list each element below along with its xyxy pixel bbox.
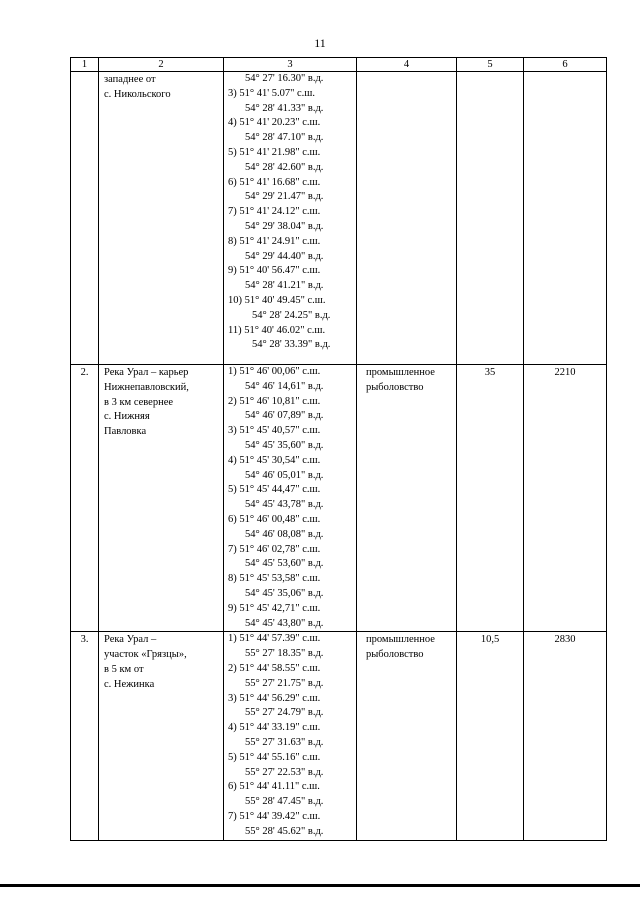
latitude-line: 5) 51° 45' 44,47" с.ш. xyxy=(228,484,321,496)
column-number-2: 2 xyxy=(99,58,224,72)
location-line: Павловка xyxy=(104,426,147,438)
latitude-line: 1) 51° 44' 57.39" с.ш. xyxy=(228,633,321,645)
longitude-line: 55° 27' 18.35" в.д. xyxy=(245,648,324,660)
latitude-line: 4) 51° 45' 30,54" с.ш. xyxy=(228,454,321,466)
usage-type-cell xyxy=(357,365,457,632)
latitude-line: 7) 51° 46' 02,78" с.ш. xyxy=(228,543,321,555)
location-line: Река Урал – xyxy=(104,634,157,646)
table-row xyxy=(71,365,607,632)
table-header-row xyxy=(71,58,607,72)
latitude-line: 8) 51° 45' 53,58" с.ш. xyxy=(228,573,321,585)
location-line: в 5 км от xyxy=(104,663,144,675)
longitude-line: 54° 45' 35,60" в.д. xyxy=(245,439,324,451)
coordinates-cell xyxy=(224,365,357,632)
location-cell xyxy=(99,365,224,632)
longitude-line: 55° 28' 47.45" в.д. xyxy=(245,796,324,808)
column-number-6: 6 xyxy=(524,58,607,72)
usage-type-cell xyxy=(357,632,457,840)
location-line: с. Нижняя xyxy=(104,411,150,423)
usage-type-line: рыболовство xyxy=(366,381,424,393)
latitude-line: 7) 51° 41' 24.12" с.ш. xyxy=(228,206,321,218)
longitude-line: 54° 28' 47.10" в.д. xyxy=(245,132,324,144)
longitude-line: 54° 28' 24.25" в.д. xyxy=(252,309,331,321)
longitude-line: 54° 27' 16.30" в.д. xyxy=(245,73,324,84)
longitude-line: 55° 28' 45.62" в.д. xyxy=(245,825,324,837)
table-row xyxy=(71,632,607,840)
table-row xyxy=(71,72,607,365)
longitude-line: 55° 27' 31.63" в.д. xyxy=(245,736,324,748)
latitude-line: 3) 51° 41' 5.07" с.ш. xyxy=(228,87,315,99)
page-number: 11 xyxy=(314,36,326,50)
row-number-cell xyxy=(71,72,99,365)
longitude-line: 54° 45' 43,80" в.д. xyxy=(245,617,324,629)
latitude-line: 6) 51° 41' 16.68" с.ш. xyxy=(228,176,321,188)
usage-type-line: промышленное xyxy=(366,634,435,646)
location-line: западнее от xyxy=(104,74,156,85)
longitude-line: 54° 46' 14,61" в.д. xyxy=(245,380,324,392)
latitude-line: 7) 51° 44' 39.42" с.ш. xyxy=(228,810,321,822)
latitude-line: 4) 51° 41' 20.23" с.ш. xyxy=(228,117,321,129)
location-line: участок «Грязцы», xyxy=(104,649,187,661)
latitude-line: 9) 51° 40' 56.47" с.ш. xyxy=(228,265,321,277)
latitude-line: 5) 51° 41' 21.98" с.ш. xyxy=(228,146,321,158)
usage-type-cell xyxy=(357,72,457,365)
location-cell xyxy=(99,632,224,840)
latitude-line: 2) 51° 44' 58.55" с.ш. xyxy=(228,662,321,674)
longitude-line: 54° 28' 41.33" в.д. xyxy=(245,102,324,114)
coordinates-cell xyxy=(224,632,357,840)
coordinates-cell xyxy=(224,72,357,365)
column-6-value: 2830 xyxy=(524,632,607,840)
latitude-line: 4) 51° 44' 33.19" с.ш. xyxy=(228,722,321,734)
latitude-line: 6) 51° 46' 00,48" с.ш. xyxy=(228,513,321,525)
latitude-line: 3) 51° 45' 40,57" с.ш. xyxy=(228,425,321,437)
longitude-line: 55° 27' 22.53" в.д. xyxy=(245,766,324,778)
latitude-line: 8) 51° 41' 24.91" с.ш. xyxy=(228,235,321,247)
latitude-line: 1) 51° 46' 00,06" с.ш. xyxy=(228,366,321,377)
latitude-line: 10) 51° 40' 49.45" с.ш. xyxy=(228,294,326,306)
column-number-1: 1 xyxy=(71,58,99,72)
longitude-line: 54° 46' 08,08" в.д. xyxy=(245,528,324,540)
water-plots-table xyxy=(70,57,607,841)
location-line: с. Никольского xyxy=(104,88,171,100)
usage-type-line: промышленное xyxy=(366,367,435,378)
usage-type-line: рыболовство xyxy=(366,649,424,661)
latitude-line: 6) 51° 44' 41.11" с.ш. xyxy=(228,781,320,793)
location-cell xyxy=(99,72,224,365)
longitude-line: 54° 28' 42.60" в.д. xyxy=(245,161,324,173)
latitude-line: 11) 51° 40' 46.02" с.ш. xyxy=(228,324,326,336)
row-number-cell: 2. xyxy=(71,365,99,632)
row-number-cell: 3. xyxy=(71,632,99,840)
latitude-line: 2) 51° 46' 10,81" с.ш. xyxy=(228,395,321,407)
longitude-line: 54° 29' 38.04" в.д. xyxy=(245,220,324,232)
longitude-line: 54° 45' 53,60" в.д. xyxy=(245,558,324,570)
longitude-line: 54° 46' 07,89" в.д. xyxy=(245,410,324,422)
location-line: Река Урал – карьер xyxy=(104,367,189,378)
longitude-line: 54° 29' 21.47" в.д. xyxy=(245,191,324,203)
footer-rule xyxy=(0,884,640,887)
column-5-value: 35 xyxy=(457,365,524,632)
location-line: Нижнепавловский, xyxy=(104,381,189,393)
latitude-line: 5) 51° 44' 55.16" с.ш. xyxy=(228,751,321,763)
longitude-line: 54° 29' 44.40" в.д. xyxy=(245,250,324,262)
column-number-4: 4 xyxy=(357,58,457,72)
latitude-line: 3) 51° 44' 56.29" с.ш. xyxy=(228,692,321,704)
column-5-value xyxy=(457,72,524,365)
column-6-value xyxy=(524,72,607,365)
column-5-value: 10,5 xyxy=(457,632,524,840)
column-6-value: 2210 xyxy=(524,365,607,632)
latitude-line: 9) 51° 45' 42,71" с.ш. xyxy=(228,602,321,614)
location-line: в 3 км севернее xyxy=(104,396,174,408)
longitude-line: 55° 27' 24.79" в.д. xyxy=(245,707,324,719)
longitude-line: 54° 28' 41.21" в.д. xyxy=(245,280,324,292)
location-line: с. Нежинка xyxy=(104,678,155,690)
column-number-3: 3 xyxy=(224,58,357,72)
longitude-line: 54° 46' 05,01" в.д. xyxy=(245,469,324,481)
column-number-5: 5 xyxy=(457,58,524,72)
longitude-line: 54° 45' 35,06" в.д. xyxy=(245,587,324,599)
longitude-line: 54° 28' 33.39" в.д. xyxy=(252,339,331,351)
longitude-line: 55° 27' 21.75" в.д. xyxy=(245,677,324,689)
longitude-line: 54° 45' 43,78" в.д. xyxy=(245,499,324,511)
